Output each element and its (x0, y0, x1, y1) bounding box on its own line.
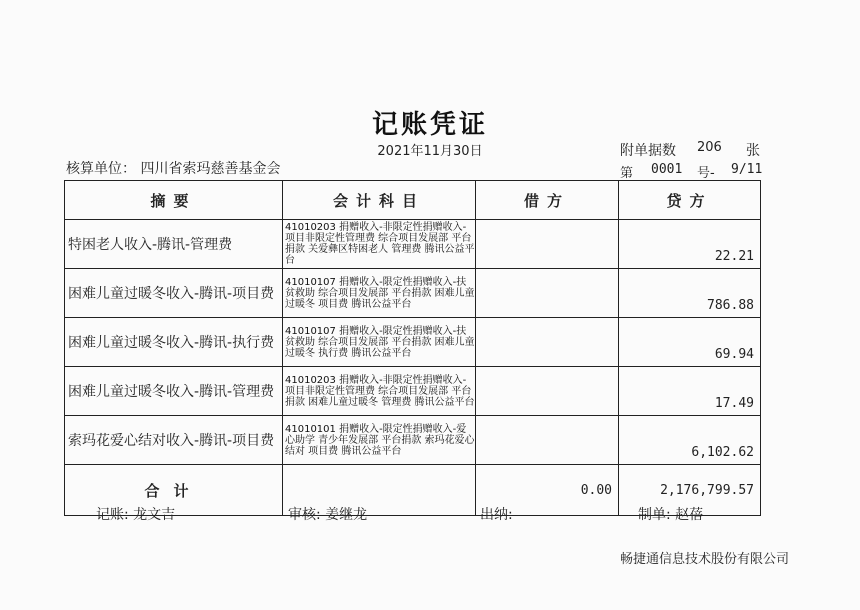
row-credit: 69.94 (619, 318, 761, 367)
unit-label: 核算单位： (66, 161, 136, 177)
attachment-unit: 张 (746, 143, 760, 159)
row-credit: 6,102.62 (619, 416, 761, 465)
header-debit: 借方 (476, 181, 619, 220)
row-summary: 困难儿童过暖冬收入-腾讯-执行费 (65, 318, 283, 367)
row-credit: 17.49 (619, 367, 761, 416)
table-row (65, 269, 761, 318)
header-summary: 摘要 (65, 181, 283, 220)
row-debit (476, 367, 619, 416)
attachment-count: 206 (697, 140, 722, 155)
maker-signature (638, 504, 703, 524)
reviewer-label: 审核: (288, 507, 321, 523)
total-credit: 2,176,799.57 (619, 465, 761, 516)
table-row (65, 367, 761, 416)
table-row (65, 220, 761, 269)
row-debit (476, 220, 619, 269)
row-summary: 特困老人收入-腾讯-管理费 (65, 220, 283, 269)
cashier-label: 出纳: (480, 507, 513, 523)
header-account: 会计科目 (283, 181, 476, 220)
voucher-title: 记账凭证 (371, 110, 488, 140)
reviewer-signature (288, 504, 367, 524)
voucher-page: 9/11 (731, 162, 763, 177)
cashier-signature (480, 504, 513, 524)
row-debit (476, 318, 619, 367)
voucher-number-label: 第 (620, 166, 634, 181)
voucher-date: 2021年11月30日 (377, 144, 483, 159)
maker-name: 赵蓓 (675, 507, 704, 523)
table-header-row (65, 181, 761, 220)
unit-name: 四川省索玛慈善基金会 (140, 161, 281, 177)
table-row (65, 318, 761, 367)
row-debit (476, 269, 619, 318)
row-summary: 索玛花爱心结对收入-腾讯-项目费 (65, 416, 283, 465)
bookkeeper-signature (96, 504, 175, 524)
bookkeeper-name: 龙文吉 (133, 507, 176, 523)
row-summary: 困难儿童过暖冬收入-腾讯-项目费 (65, 269, 283, 318)
row-credit: 786.88 (619, 269, 761, 318)
header-credit: 贷方 (619, 181, 761, 220)
row-credit: 22.21 (619, 220, 761, 269)
row-account: 41010107 捐赠收入-限定性捐赠收入-扶贫救助 综合项目发展部 平台捐款 困难儿童过暖冬 执行费 腾讯公益平台 (283, 318, 476, 367)
row-account: 41010203 捐赠收入-非限定性捐赠收入-项目非限定性管理费 综合项目发展部 平台捐款 困难儿童过暖冬 管理费 腾讯公益平台 (283, 367, 476, 416)
reviewer-name: 姜继龙 (325, 507, 368, 523)
row-summary: 困难儿童过暖冬收入-腾讯-管理费 (65, 367, 283, 416)
row-debit (476, 416, 619, 465)
bookkeeper-label: 记账: (96, 507, 129, 523)
total-debit: 0.00 (476, 465, 619, 516)
software-company: 畅捷通信息技术股份有限公司 (620, 552, 790, 567)
accounting-unit (66, 158, 280, 178)
voucher-table (64, 180, 761, 516)
row-account: 41010107 捐赠收入-限定性捐赠收入-扶贫救助 综合项目发展部 平台捐款 困难儿童过暖冬 项目费 腾讯公益平台 (283, 269, 476, 318)
table-row (65, 416, 761, 465)
maker-label: 制单: (638, 507, 671, 523)
voucher-number-suffix: 号- (697, 166, 715, 181)
attachment-label: 附单据数 (620, 143, 676, 159)
row-account: 41010101 捐赠收入-限定性捐赠收入-爱心助学 青少年发展部 平台捐款 索玛花爱心结对 项目费 腾讯公益平台 (283, 416, 476, 465)
total-label: 合计 (65, 465, 283, 516)
voucher-number: 0001 (651, 162, 683, 177)
row-account: 41010203 捐赠收入-非限定性捐赠收入-项目非限定性管理费 综合项目发展部 平台捐款 关爱彝区特困老人 管理费 腾讯公益平台 (283, 220, 476, 269)
